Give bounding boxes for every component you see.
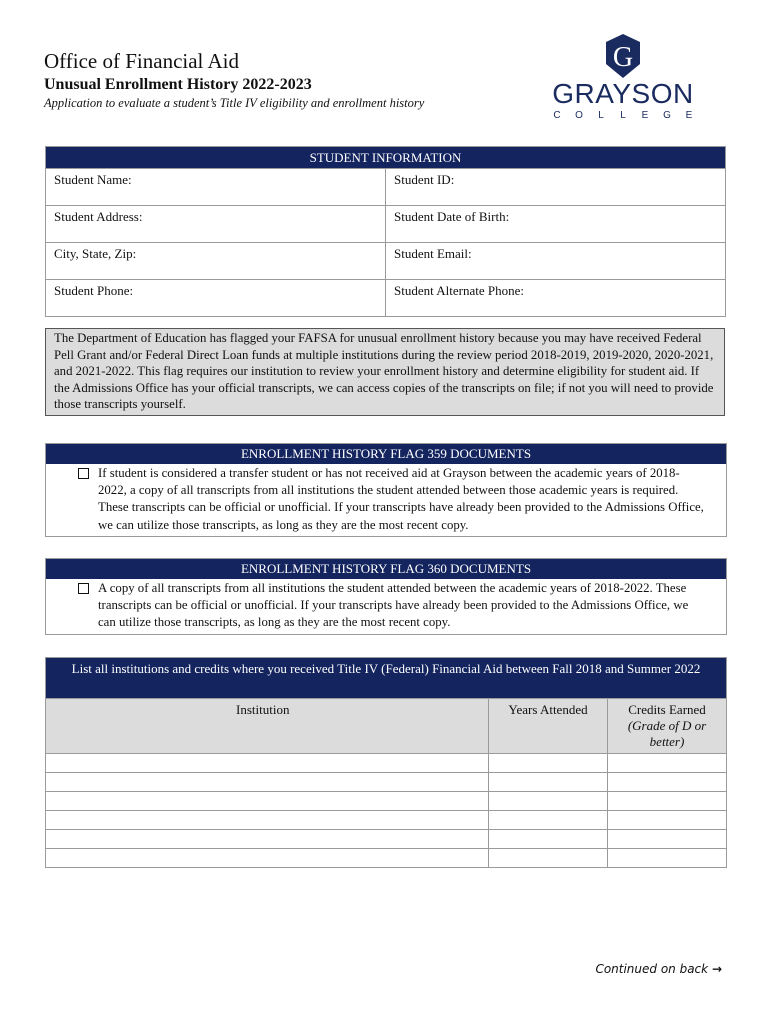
- shield-logo-icon: [604, 33, 642, 79]
- document-title: Unusual Enrollment History 2022-2023: [44, 76, 312, 93]
- flag-360-section: [45, 558, 727, 635]
- credits-earned-cell[interactable]: [608, 773, 727, 792]
- years-attended-cell[interactable]: [489, 849, 608, 868]
- institution-cell[interactable]: [46, 792, 489, 811]
- student-alternate-phone-field[interactable]: Student Alternate Phone:: [386, 280, 726, 317]
- credits-earned-column-header: [608, 699, 727, 754]
- credits-earned-cell[interactable]: [608, 849, 727, 868]
- institution-cell[interactable]: [46, 811, 489, 830]
- logo-college-letter: L: [620, 110, 626, 121]
- years-attended-cell[interactable]: [489, 830, 608, 849]
- arrow-right-icon: →: [711, 962, 722, 976]
- flag-360-text: A copy of all transcripts from all institutions the student attended between the academic years of 2018-2022. These transcripts can be official or unofficial. If your transcripts have already been provided to the Admissions Office, we can utilize those transcripts, as long as they are the most recent copy.: [98, 581, 689, 630]
- flag-359-heading: ENROLLMENT HISTORY FLAG 359 DOCUMENTS: [46, 444, 726, 464]
- institutions-heading: List all institutions and credits where you received Title IV (Federal) Financial Aid between Fall 2018 and Summer 2022: [46, 658, 727, 699]
- student-information-table: [45, 146, 726, 317]
- logo-letter: G: [612, 42, 634, 73]
- logo-college-letter: G: [663, 110, 671, 121]
- institution-column-header: Institution: [46, 699, 489, 754]
- flag-360-heading: ENROLLMENT HISTORY FLAG 360 DOCUMENTS: [46, 559, 726, 579]
- table-row: [46, 849, 727, 868]
- logo-college-letter: C: [553, 110, 561, 121]
- table-row: [46, 811, 727, 830]
- city-state-zip-field[interactable]: City, State, Zip:: [46, 243, 386, 280]
- logo-wordmark: GRAYSON: [552, 78, 694, 109]
- logo-college-letter: O: [575, 110, 583, 121]
- table-row: [46, 792, 727, 811]
- credits-earned-cell[interactable]: [608, 830, 727, 849]
- institution-cell[interactable]: [46, 830, 489, 849]
- flag-360-body: [46, 579, 726, 634]
- credits-earned-cell[interactable]: [608, 754, 727, 773]
- table-row: [46, 773, 727, 792]
- credits-earned-cell[interactable]: [608, 811, 727, 830]
- student-name-field[interactable]: Student Name:: [46, 169, 386, 206]
- fafsa-notice-text: The Department of Education has flagged your FAFSA for unusual enrollment history because you may have received Federal Pell Grant and/or Federal Direct Loan funds at multiple institutions during the review period 2018-2019, 2019-2020, 2020-2021, and 2021-2022. This flag requires our institution to review your enrollment history and determine eligibility for student aid. If the Admissions Office has your official transcripts, we can access copies of the transcripts on file; if not you will need to provide those transcripts yourself.: [45, 328, 725, 416]
- logo-college-letter: E: [641, 110, 649, 121]
- logo-college-letter: L: [598, 110, 604, 121]
- continued-on-back-text: Continued on back: [595, 962, 709, 976]
- table-row: [46, 754, 727, 773]
- institutions-table: [45, 657, 727, 868]
- student-id-field[interactable]: Student ID:: [386, 169, 726, 206]
- credits-earned-label: Credits Earned: [628, 702, 706, 717]
- continued-on-back-note: [595, 961, 722, 977]
- student-email-field[interactable]: Student Email:: [386, 243, 726, 280]
- student-address-field[interactable]: Student Address:: [46, 206, 386, 243]
- institution-cell[interactable]: [46, 849, 489, 868]
- student-phone-field[interactable]: Student Phone:: [46, 280, 386, 317]
- document-subtitle: Application to evaluate a student’s Title IV eligibility and enrollment history: [44, 96, 425, 110]
- flag-359-body: [46, 464, 726, 536]
- office-title: Office of Financial Aid: [44, 49, 239, 73]
- logo-college-text: [550, 109, 696, 123]
- logo-college-letter: E: [685, 110, 693, 121]
- years-attended-cell[interactable]: [489, 792, 608, 811]
- institution-cell[interactable]: [46, 754, 489, 773]
- student-information-heading: STUDENT INFORMATION: [46, 147, 726, 169]
- flag-359-text: If student is considered a transfer student or has not received aid at Grayson between the academic years of 2018-2022, a copy of all transcripts from all institutions the student attended between those academic years is required. These transcripts can be official or unofficial. If your transcripts have already been provided to the Admissions Office, we can utilize those transcripts, as long as they are the most recent copy.: [98, 466, 704, 532]
- years-attended-cell[interactable]: [489, 754, 608, 773]
- flag-360-checkbox[interactable]: [78, 583, 89, 594]
- flag-359-section: [45, 443, 727, 537]
- flag-359-checkbox[interactable]: [78, 468, 89, 479]
- grayson-college-logo: [550, 33, 696, 125]
- student-dob-field[interactable]: Student Date of Birth:: [386, 206, 726, 243]
- years-attended-column-header: Years Attended: [489, 699, 608, 754]
- years-attended-cell[interactable]: [489, 811, 608, 830]
- credits-earned-cell[interactable]: [608, 792, 727, 811]
- institution-cell[interactable]: [46, 773, 489, 792]
- credits-earned-note: (Grade of D or better): [627, 718, 707, 749]
- table-row: [46, 830, 727, 849]
- years-attended-cell[interactable]: [489, 773, 608, 792]
